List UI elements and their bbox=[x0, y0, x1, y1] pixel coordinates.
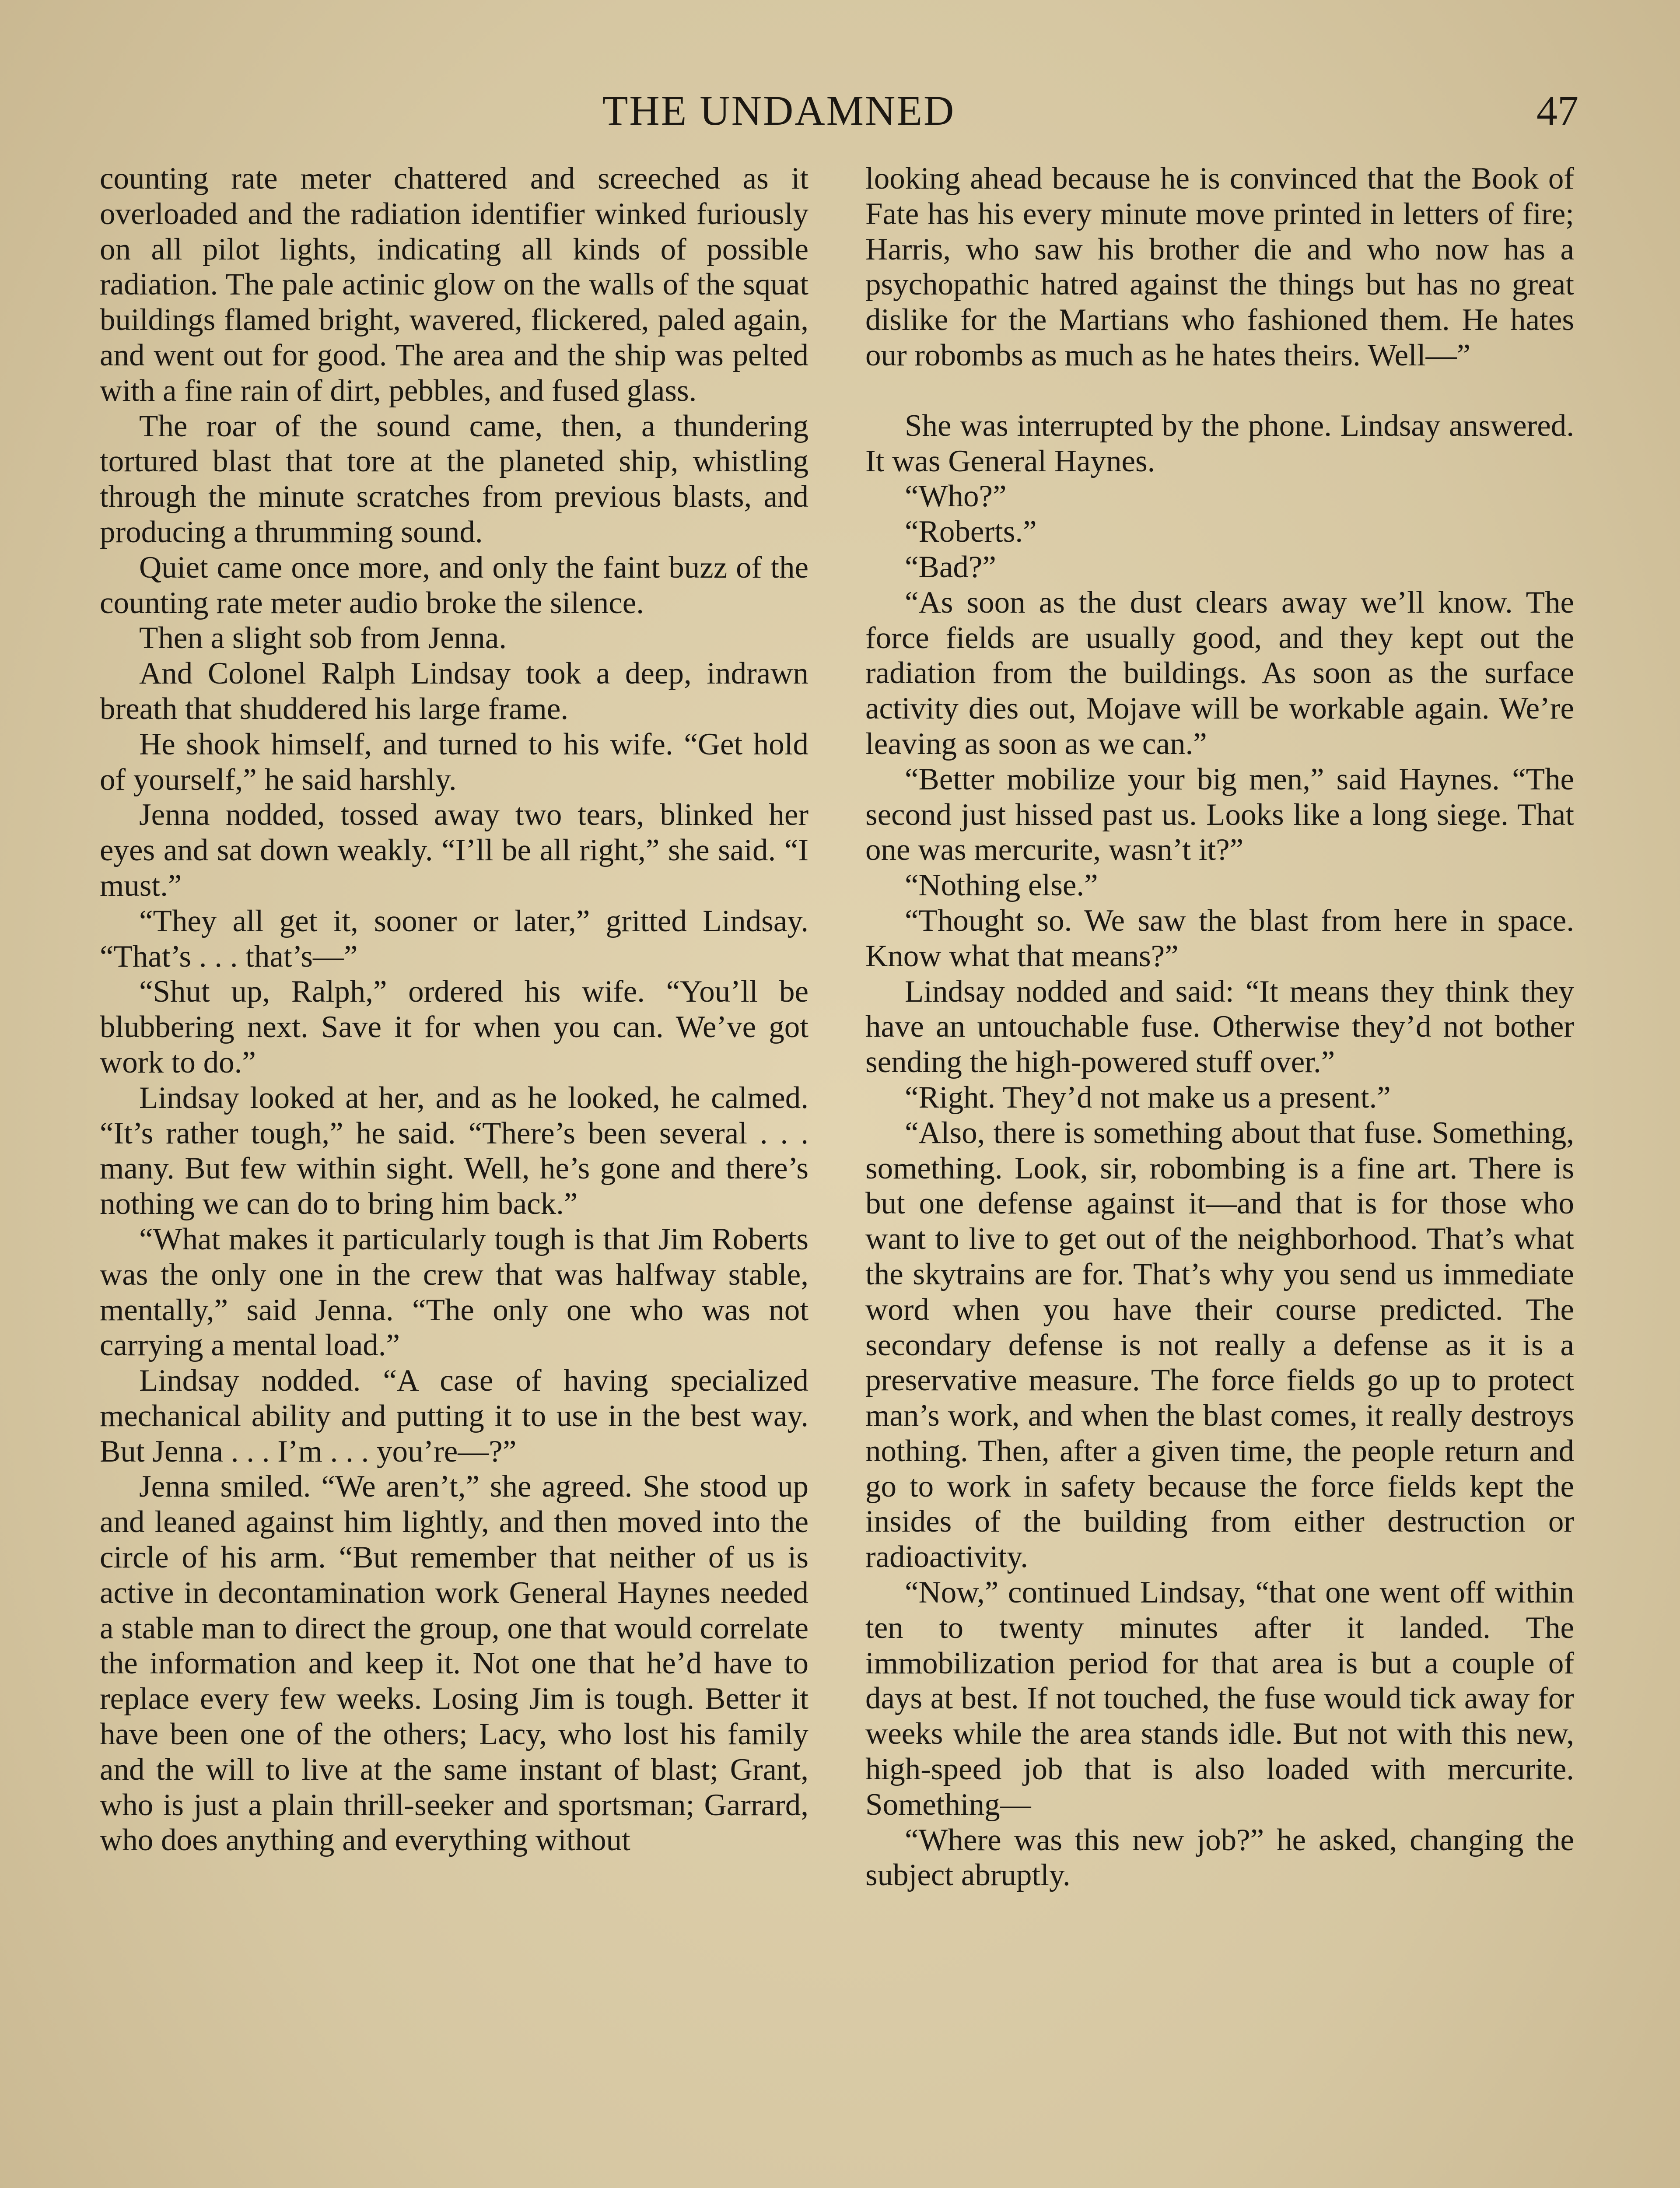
right-column bbox=[865, 161, 1574, 1893]
paragraph: Quiet came once more, and only the faint buzz of the counting rate meter audio broke the silence. bbox=[100, 550, 808, 620]
paragraph: “Roberts.” bbox=[905, 515, 1037, 549]
paragraph: “Also, there is something about that fuse. Something, something. Look, sir, robombing is a fine art. There is but one defense against it—and that is for those who want to live to get out of the neighborhood. That’s what the skytrains are for. That’s why you send us immediate word when you have their course predicted. The secondary defense is not really a defense as it is a preservative measure. The force fields go up to protect man’s work, and when the blast comes, it really destroys nothing. Then, after a given time, the people return and go to work in safety because the force fields kept the insides of the building from either destruction or radioactivity. bbox=[865, 1115, 1574, 1574]
paragraph: He shook himself, and turned to his wife. “Get hold of yourself,” he said harshly. bbox=[100, 727, 808, 797]
paragraph: She was interrupted by the phone. Lindsay answered. It was General Haynes. bbox=[865, 408, 1574, 478]
paragraph: “Who?” bbox=[905, 479, 1007, 514]
paragraph: Jenna smiled. “We aren’t,” she agreed. She stood up and leaned against him lightly, and then moved into the circle of his arm. “But remember that neither of us is active in decontamination work General Haynes needed a stable man to direct the group, one that would correlate the information and keep it. Not one that he’d have to replace every few weeks. Losing Jim is tough. Better it have been one of the others; Lacy, who lost his family and the will to live at the same instant of blast; Grant, who is just a plain thrill-seeker and sportsman; Garrard, who does anything and everything without bbox=[100, 1469, 808, 1858]
paragraph: “Shut up, Ralph,” ordered his wife. “You’ll be blubbering next. Save it for when you can. We’ve got work to do.” bbox=[100, 975, 808, 1080]
paragraph: Lindsay nodded. “A case of having specialized mechanical ability and putting it to use in the best way. But Jenna . . . I’m . . . you’re—?” bbox=[100, 1364, 808, 1469]
paragraph: “They all get it, sooner or later,” gritted Lindsay. “That’s . . . that’s—” bbox=[100, 904, 808, 974]
paragraph: “Where was this new job?” he asked, changing the subject abruptly. bbox=[865, 1823, 1574, 1893]
paragraph: “Nothing else.” bbox=[905, 868, 1098, 903]
left-column bbox=[100, 161, 808, 1858]
paragraph: And Colonel Ralph Lindsay took a deep, indrawn breath that shuddered his large frame. bbox=[100, 656, 808, 726]
paragraph: counting rate meter chattered and screeched as it overloaded and the radiation identifier winked furiously on all pilot lights, indicating all kinds of possible radiation. The pale actinic glow on the walls of the squat buildings flamed bright, wavered, flickered, paled again, and went out for good. The area and the ship was pelted with a fine rain of dirt, pebbles, and fused glass. bbox=[100, 161, 808, 408]
paragraph: “Now,” continued Lindsay, “that one went off within ten to twenty minutes after it landed. The immobilization period for that area is but a couple of days at best. If not touched, the fuse would tick away for weeks while the area stands idle. But not with this new, high-speed job that is also loaded with mercurite. Something— bbox=[865, 1575, 1574, 1822]
running-head bbox=[0, 82, 1680, 139]
paragraph: “Thought so. We saw the blast from here in space. Know what that means?” bbox=[865, 903, 1574, 973]
paragraph: “What makes it particularly tough is that Jim Roberts was the only one in the crew that was halfway stable, mentally,” said Jenna. “The only one who was not carrying a mental load.” bbox=[100, 1222, 808, 1363]
paragraph: Jenna nodded, tossed away two tears, blinked her eyes and sat down weakly. “I’ll be all right,” she said. “I must.” bbox=[100, 798, 808, 903]
paragraph: “Bad?” bbox=[905, 550, 996, 584]
paragraph: looking ahead because he is convinced that the Book of Fate has his every minute move printed in letters of fire; Harris, who saw his brother die and who now has a psychopathic hatred against the things but has no great dislike for the Martians who fashioned them. He hates our robombs as much as he hates theirs. Well—” bbox=[865, 161, 1574, 372]
story-title: THE UNDAMNED bbox=[602, 87, 956, 134]
paragraph: “As soon as the dust clears away we’ll know. The force fields are usually good, and they kept out the radiation from the buildings. As soon as the surface activity dies out, Mojave will be workable again. We’re leaving as soon as we can.” bbox=[865, 585, 1574, 761]
paragraph: Then a slight sob from Jenna. bbox=[139, 621, 507, 656]
paragraph: The roar of the sound came, then, a thundering tortured blast that tore at the planeted ship, whistling through the minute scratches from previous blasts, and producing a thrumming sound. bbox=[100, 409, 808, 549]
paragraph: Lindsay nodded and said: “It means they think they have an untouchable fuse. Otherwise they’d not bother sending the high-powered stuff over.” bbox=[865, 974, 1574, 1080]
paragraph: “Right. They’d not make us a present.” bbox=[905, 1080, 1391, 1115]
paragraph: “Better mobilize your big men,” said Haynes. “The second just hissed past us. Looks like a long siege. That one was mercurite, wasn’t it?” bbox=[865, 762, 1574, 867]
paragraph: Lindsay looked at her, and as he looked, he calmed. “It’s rather tough,” he said. “There’s been several . . . many. But few within sight. Well, he’s gone and there’s nothing we can do to bring him back.” bbox=[100, 1080, 808, 1221]
page-number: 47 bbox=[1536, 87, 1578, 134]
